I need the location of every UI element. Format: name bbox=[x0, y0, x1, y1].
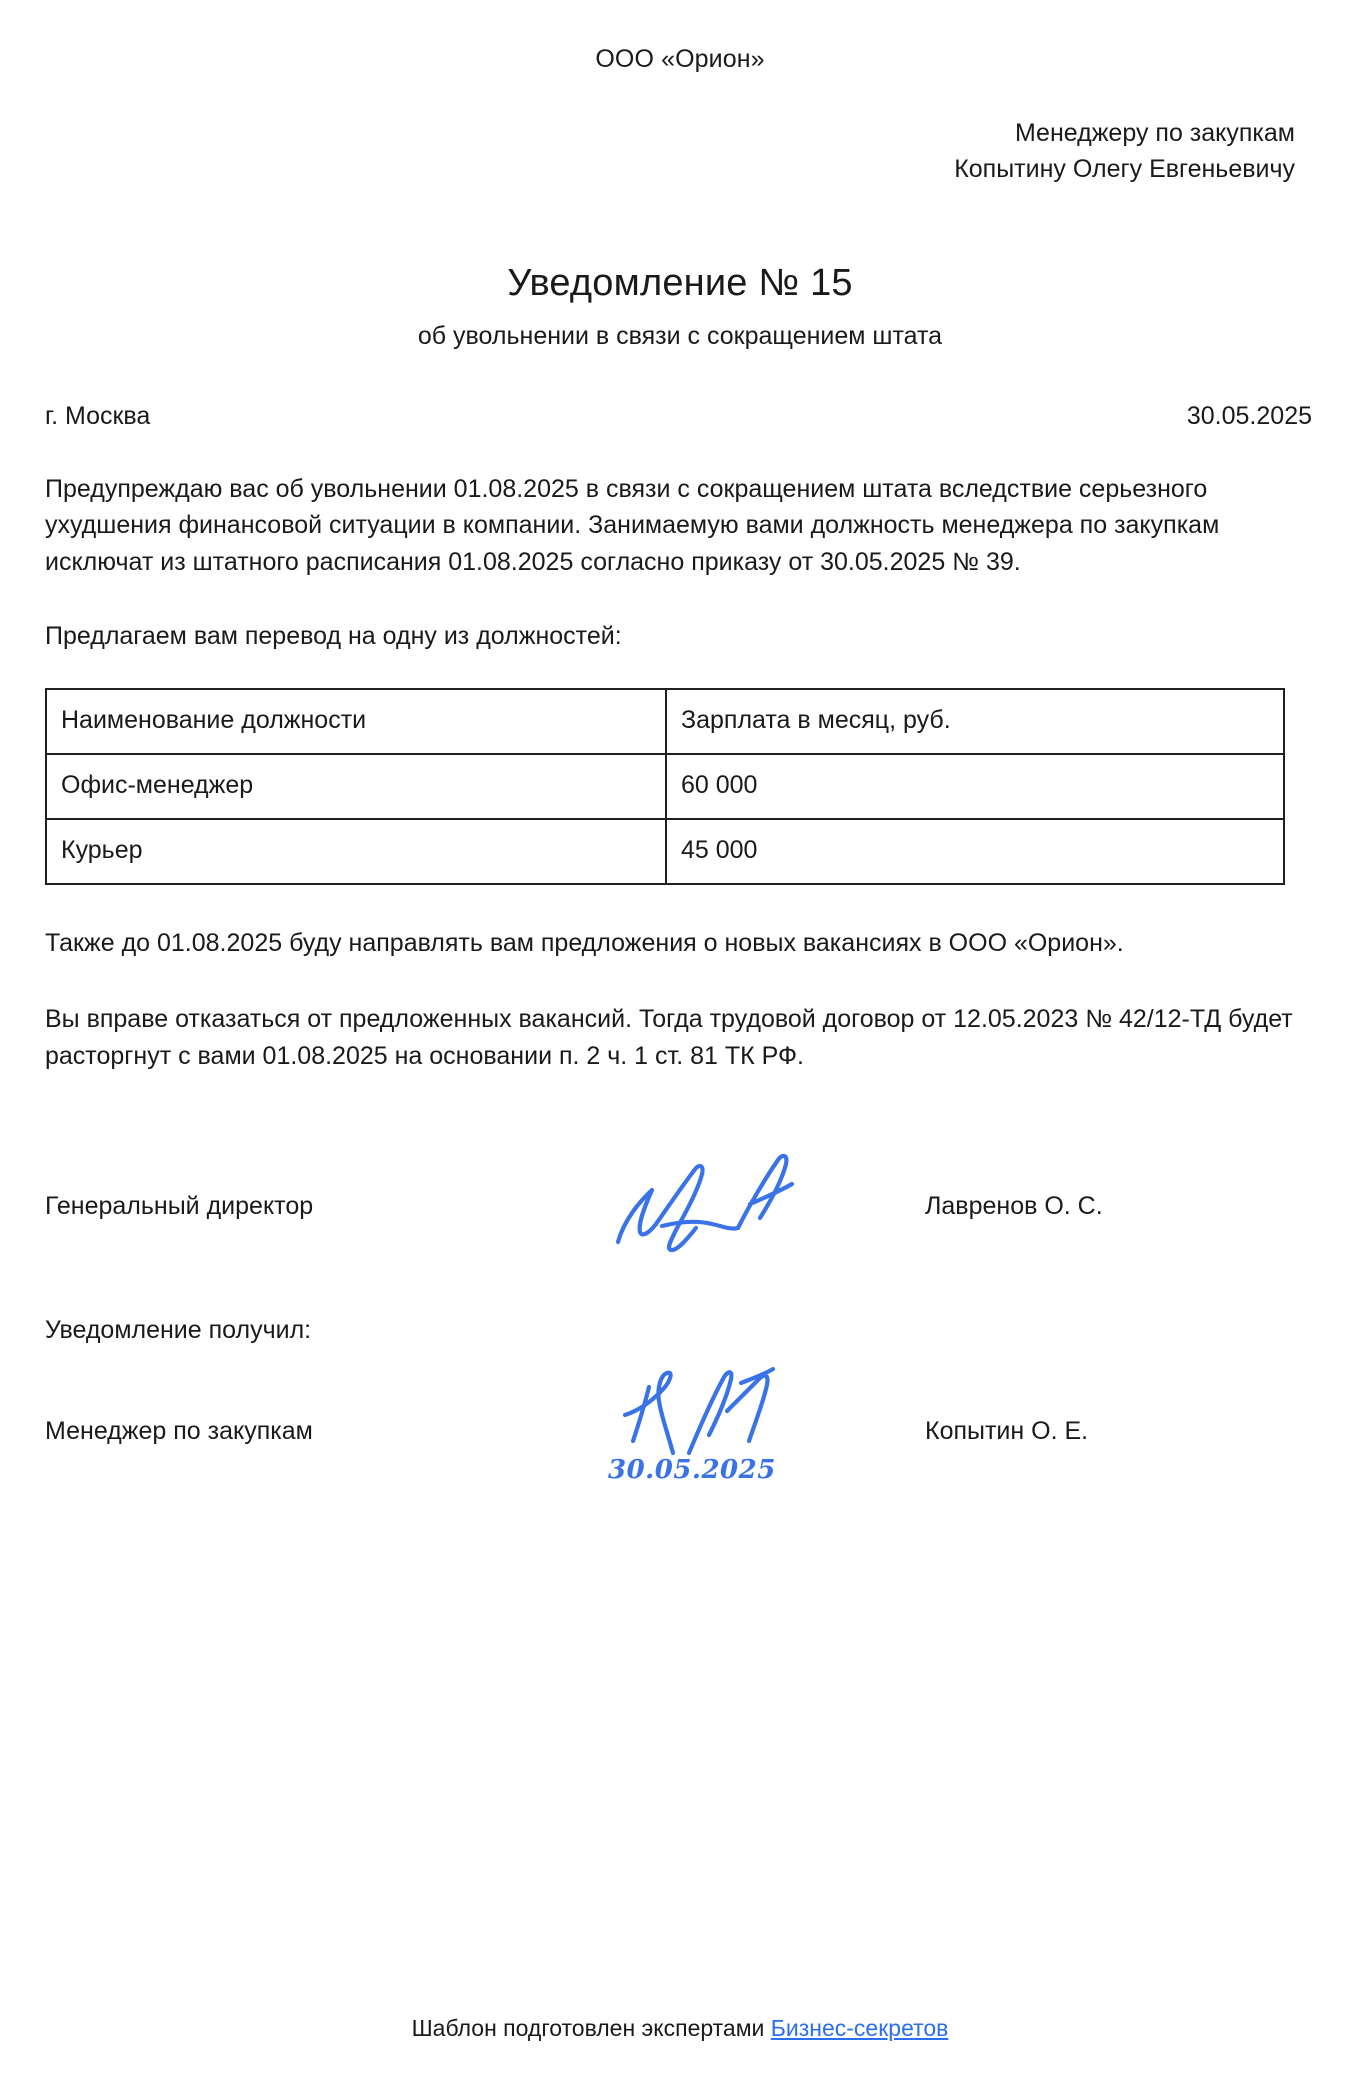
handwritten-signature-icon bbox=[615, 1353, 795, 1463]
document-date: 30.05.2025 bbox=[1186, 401, 1312, 430]
director-signature-block bbox=[45, 1166, 1315, 1262]
page-title: Уведомление № 15 bbox=[507, 262, 853, 304]
table-header-row bbox=[46, 689, 1284, 754]
footer-text: Шаблон подготовлен экспертами bbox=[411, 2015, 765, 2041]
footer bbox=[0, 2015, 1360, 2042]
director-name: Лавренов О. С. bbox=[925, 1192, 1103, 1221]
table-cell-position: Курьер bbox=[46, 819, 666, 884]
table-header-salary: Зарплата в месяц, руб. bbox=[666, 689, 1284, 754]
employee-role: Менеджер по закупкам bbox=[45, 1417, 313, 1446]
page-subtitle: об увольнении в связи с сокращением штата bbox=[417, 321, 943, 350]
paragraph-offer-intro: Предлагаем вам перевод на одну из должностей: bbox=[45, 622, 622, 651]
table-header-position: Наименование должности bbox=[46, 689, 666, 754]
addressee-position: Менеджеру по закупкам bbox=[1014, 119, 1295, 147]
director-role: Генеральный директор bbox=[45, 1192, 314, 1221]
addressee-name: Копытину Олегу Евгеньевичу bbox=[954, 154, 1295, 183]
place-and-date-row bbox=[45, 402, 1315, 431]
handwritten-date: 30.05.2025 bbox=[608, 1455, 776, 1486]
footer-link[interactable]: Бизнес-секретов bbox=[770, 2015, 949, 2041]
paragraph-refusal-terms: Вы вправе отказаться от предложенных вакансий. Тогда трудовой договор от 12.05.2023 № 42/12-ТД будет расторгнут с вами 01.08.2025 на основании п. 2 ч. 1 ст. 81 ТК РФ. bbox=[45, 1005, 1293, 1070]
employee-name: Копытин О. Е. bbox=[925, 1417, 1089, 1446]
table-row bbox=[46, 819, 1284, 884]
place-label: г. Москва bbox=[45, 401, 151, 430]
employee-signature-block bbox=[45, 1393, 1315, 1513]
paragraph-notice: Предупреждаю вас об увольнении 01.08.2025 в связи с сокращением штата вследствие серьезного ухудшения финансовой ситуации в компании. Занимаемую вами должность менеджера по закупкам исключат из штатного расписания 01.08.2025 согласно приказу от 30.05.2025 № 39. bbox=[45, 474, 1220, 576]
table-cell-position: Офис-менеджер bbox=[46, 754, 666, 819]
addressee-block bbox=[45, 116, 1315, 187]
table-cell-salary: 45 000 bbox=[666, 819, 1284, 884]
company-name: ООО «Орион» bbox=[595, 45, 765, 73]
table-row bbox=[46, 754, 1284, 819]
handwritten-signature-icon bbox=[600, 1146, 810, 1256]
paragraph-future-vacancies: Также до 01.08.2025 буду направлять вам предложения о новых вакансиях в ООО «Орион». bbox=[45, 928, 1124, 957]
table-cell-salary: 60 000 bbox=[666, 754, 1284, 819]
received-label: Уведомление получил: bbox=[45, 1316, 312, 1345]
offer-table bbox=[45, 688, 1285, 885]
